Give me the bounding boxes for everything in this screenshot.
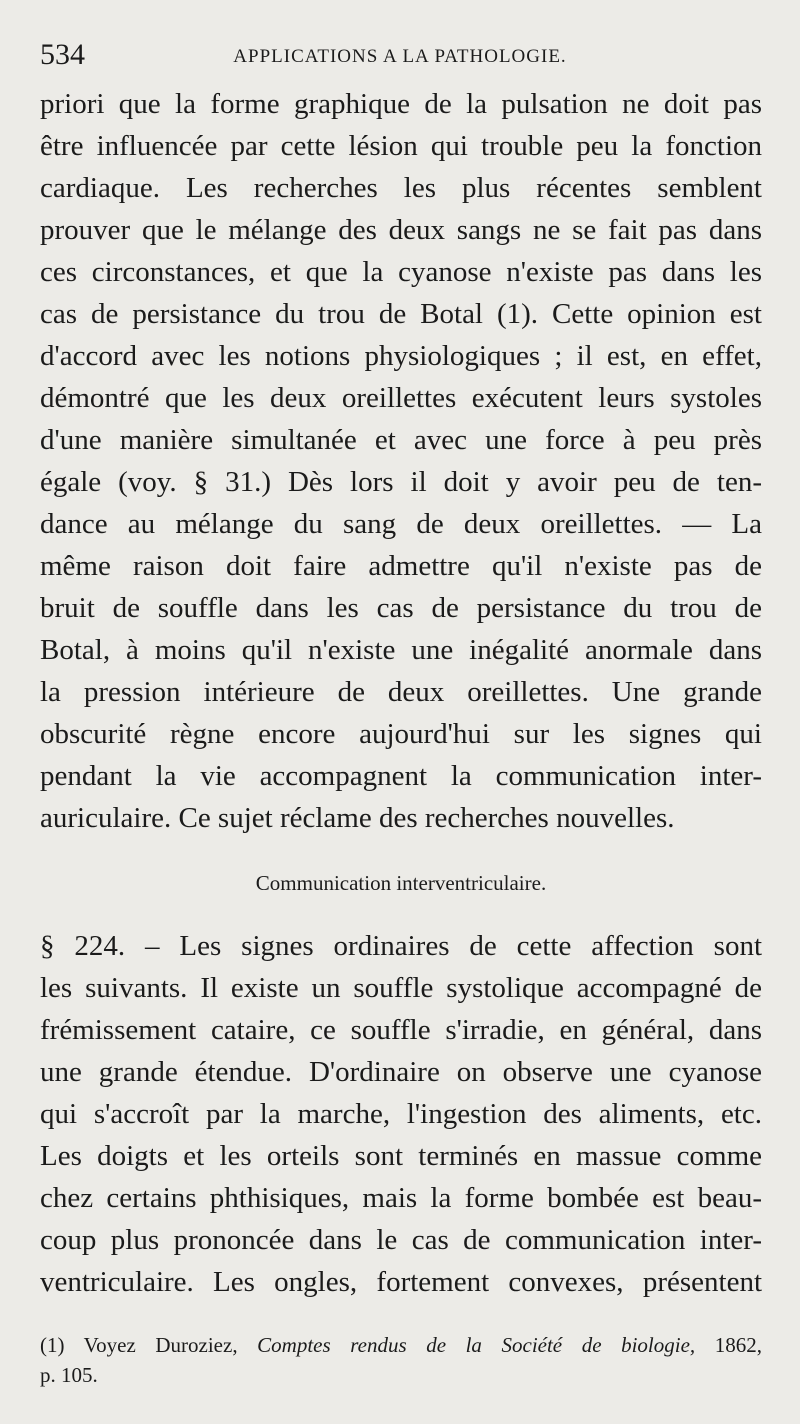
text-line: Botal, à moins qu'il n'existe une inégalité anormale dans — [40, 634, 762, 666]
text-line: d'accord avec les notions physiologiques ; il est, en effet, — [40, 340, 762, 372]
text-line: frémissement cataire, ce souffle s'irradie, en général, dans — [40, 1014, 762, 1046]
text-line: être influencée par cette lésion qui trouble peu la fonction — [40, 130, 762, 162]
text-line: § 224. – Les signes ordinaires de cette affection sont — [40, 930, 762, 962]
footnote-page: p. 105. — [40, 1363, 98, 1387]
text-line: obscurité règne encore aujourd'hui sur les signes qui — [40, 718, 762, 750]
text-line: coup plus prononcée dans le cas de communication inter- — [40, 1224, 762, 1256]
text-line: dance au mélange du sang de deux oreillettes. — La — [40, 508, 762, 540]
page-number: 534 — [40, 38, 85, 71]
text-line: chez certains phthisiques, mais la forme bombée est beau- — [40, 1182, 762, 1214]
footnote-citation: Comptes rendus de la Société de biologie, — [257, 1333, 696, 1357]
text-line: prouver que le mélange des deux sangs ne se fait pas dans — [40, 214, 762, 246]
section-heading: Communication interventriculaire. — [255, 871, 547, 895]
text-line: Les doigts et les orteils sont terminés en massue comme — [40, 1140, 762, 1172]
text-line: cas de persistance du trou de Botal (1). Cette opinion est — [40, 298, 762, 330]
text-line: démontré que les deux oreillettes exécutent leurs systoles — [40, 382, 762, 414]
text-line: même raison doit faire admettre qu'il n'existe pas de — [40, 550, 762, 582]
paragraph-2 — [40, 925, 762, 1303]
text-line: d'une manière simultanée et avec une force à peu près — [40, 424, 762, 456]
text-line: auriculaire. Ce sujet réclame des recherches nouvelles. — [40, 802, 675, 834]
text-line: ventriculaire. Les ongles, fortement convexes, présentent — [40, 1266, 762, 1298]
text-line: bruit de souffle dans les cas de persistance du trou de — [40, 592, 762, 624]
footnote — [40, 1330, 762, 1390]
text-line: ces circonstances, et que la cyanose n'existe pas dans les — [40, 256, 762, 288]
page-header — [40, 38, 760, 78]
text-line: cardiaque. Les recherches les plus récentes semblent — [40, 172, 762, 204]
text-line: la pression intérieure de deux oreillettes. Une grande — [40, 676, 762, 708]
text-line: qui s'accroît par la marche, l'ingestion des aliments, etc. — [40, 1098, 762, 1130]
text-line: les suivants. Il existe un souffle systolique accompagné de — [40, 972, 762, 1004]
footnote-year: 1862, — [714, 1333, 763, 1357]
footnote-line — [40, 1330, 762, 1360]
footnote-marker: (1) Voyez Duroziez, — [40, 1333, 238, 1357]
text-line: pendant la vie accompagnent la communication inter- — [40, 760, 762, 792]
paragraph-1 — [40, 83, 762, 839]
text-line: priori que la forme graphique de la pulsation ne doit pas — [40, 88, 762, 120]
text-line: égale (voy. § 31.) Dès lors il doit y avoir peu de ten- — [40, 466, 762, 498]
text-line: une grande étendue. D'ordinaire on observe une cyanose — [40, 1056, 762, 1088]
running-head: APPLICATIONS A LA PATHOLOGIE. — [233, 46, 567, 67]
